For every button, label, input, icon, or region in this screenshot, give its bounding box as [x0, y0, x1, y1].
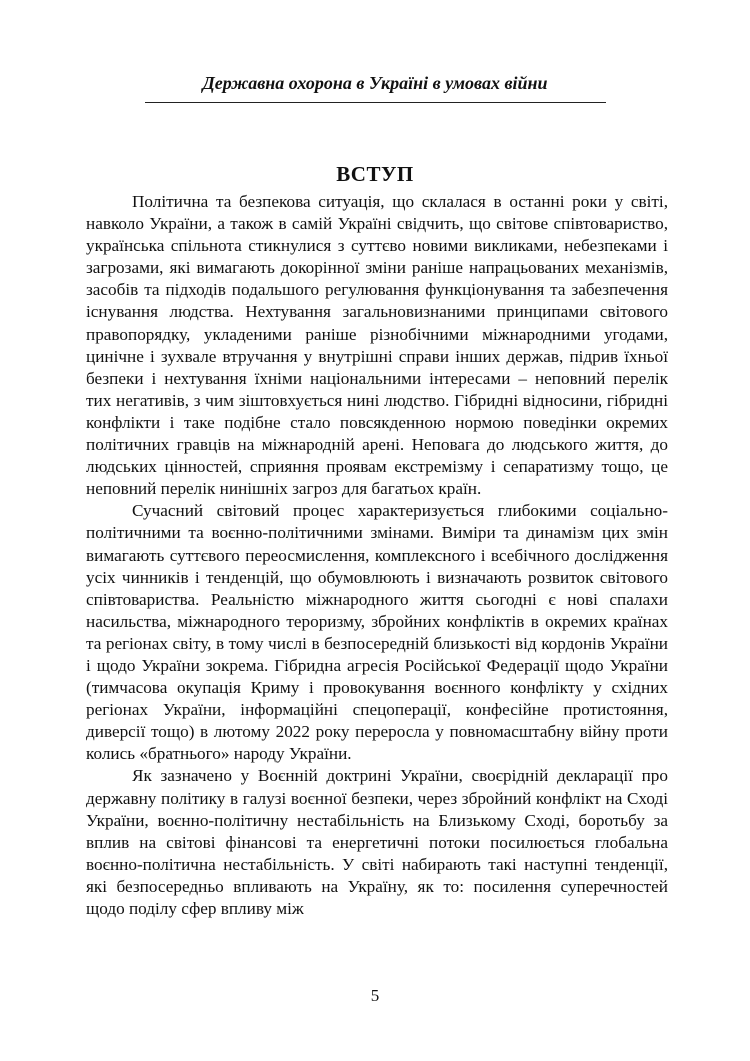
page-number: 5	[370, 986, 380, 1005]
paragraph: Як зазначено у Воєнній доктрині України, своєрідній декларації про державну політику в галузі воєнної безпеки, через збройний конфлікт на Сході України, воєнно-політичну нестабільність на Близькому Сході, боротьбу за вплив на світові фінансові та енергетичні потоки посилюється глобальна воєнно-політична нестабільність. У світі набирають такі наступні тенденції, які безпосередньо впливають на Україну, як то: посилення суперечностей щодо поділу сфер впливу між	[86, 766, 668, 918]
section-title: ВСТУП	[336, 162, 414, 187]
paragraph: Сучасний світовий процес характеризується глибокими соціально-політичними та воєнно-політичними змінами. Виміри та динамізм цих змін вимагають суттєвого переосмислення, комплексного і всебічного дослідження усіх чинників і тенденцій, що обумовлюють і визначають розвиток світового співтовариства. Реальністю міжнародного життя сьогодні є нові спалахи насильства, міжнародного тероризму, збройних конфліктів в окремих країнах та регіонах світу, в тому числі в безпосередній близькості від кордонів України і щодо України зокрема. Гібридна агресія Російської Федерації щодо України (тимчасова окупація Криму і провокування воєнного конфлікту у східних регіонах України, інформаційні спецоперації, конфесійне протистояння, диверсії тощо) в лютому 2022 року переросла у повномасштабну війну проти колись «братнього» народу України.	[86, 501, 668, 764]
body-text	[86, 191, 668, 920]
paragraph: Політична та безпекова ситуація, що склалася в останні роки у світі, навколо України, а також в самій Україні свідчить, що світове співтовариство, українська спільнота стикнулися з суттєво новими викликами, небезпеками і загрозами, які вимагають докорінної зміни раніше напрацьованих механізмів, засобів та підходів подальшого регулювання функціонування та забезпечення існування людства. Нехтування загальновизнаними принципами світового правопорядку, укладеними раніше різнобічними міжнародними угодами, цинічне і зухвале втручання у внутрішні справи інших держав, підрив їхньої безпеки і нехтування їхніми національними інтересами – неповний перелік тих негативів, з чим зіштовхується нині людство. Гібридні відносини, гібридні конфлікти і таке подібне стало повсякденною нормою поведінки окремих політичних гравців на міжнародній арені. Неповага до людського життя, до людських цінностей, сприяння проявам екстремізму і сепаратизму тощо, це неповний перелік нинішніх загроз для багатьох країн.	[86, 192, 668, 499]
running-header: Державна охорона в Україні в умовах війни	[202, 73, 548, 93]
header-rule	[145, 102, 606, 103]
